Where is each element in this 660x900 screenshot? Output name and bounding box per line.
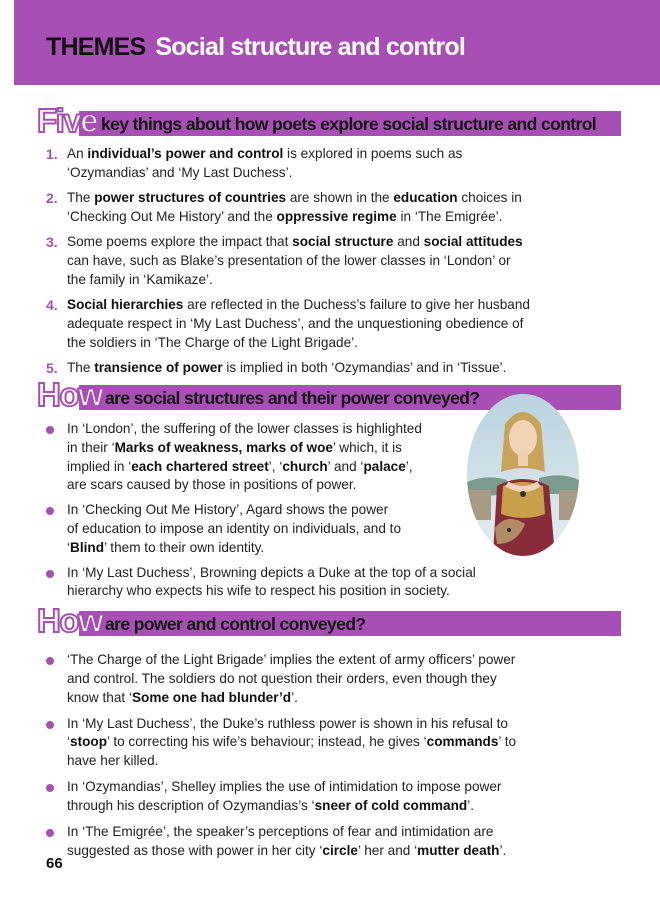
- emphasis-run: stoop: [70, 734, 108, 750]
- text-line: [67, 520, 401, 539]
- text-line: [67, 145, 462, 164]
- emphasis-run: individual’s power and control: [87, 146, 284, 161]
- text-line: [67, 823, 506, 842]
- item-number: 4.: [46, 297, 58, 314]
- emphasis-run: education: [393, 190, 458, 206]
- text-run: adequate respect in ‘My Last Duchess’, and the unquestioning obedience of: [67, 315, 524, 331]
- text-line: [67, 797, 501, 816]
- item-text: [67, 501, 401, 557]
- topic-title: Social structure and control: [155, 33, 465, 61]
- text-run: are reflected in the Duchess’s failure to give her husband: [183, 297, 530, 313]
- text-line: [67, 296, 530, 315]
- page-number: 66: [46, 855, 63, 872]
- emphasis-run: Marks of weakness, marks of woe: [114, 439, 333, 455]
- text-line: [67, 715, 516, 734]
- text-run: The: [67, 360, 95, 375]
- text-run: ’.: [467, 797, 474, 813]
- item-number: 2.: [46, 190, 58, 207]
- text-line: [67, 501, 401, 520]
- themes-kicker: THEMES: [46, 33, 146, 61]
- emphasis-run: transience of power: [94, 360, 223, 375]
- bullet-icon: [46, 507, 54, 515]
- text-run: and control. The soldiers do not question their orders, even though they: [67, 670, 497, 686]
- emphasis-run: social attitudes: [423, 234, 523, 250]
- text-line: [67, 420, 422, 439]
- heading-title: key things about how poets explore social structure and control: [101, 114, 597, 134]
- text-run: In ‘The Emigrée’, the speaker’s perceptions of fear and intimidation are: [67, 824, 494, 839]
- text-run: of education to impose an identity on individuals, and to: [67, 520, 402, 536]
- text-line: [67, 476, 422, 495]
- text-line: [67, 733, 516, 752]
- item-text: [67, 564, 476, 602]
- text-run: the family in ‘Kamikaze’.: [67, 271, 213, 287]
- text-line: [67, 670, 515, 689]
- text-run: ’ which, it is: [332, 439, 402, 455]
- text-line: [67, 334, 530, 353]
- text-run: know that ‘: [67, 689, 132, 705]
- emphasis-run: Social hierarchies: [67, 297, 184, 313]
- text-run: implied in ‘: [67, 458, 132, 474]
- text-run: In ‘London’, the suffering of the lower classes is highlighted: [67, 421, 422, 436]
- item-text: [67, 823, 506, 861]
- emphasis-run: mutter death: [417, 842, 500, 858]
- text-run: are scars caused by those in positions of power.: [67, 477, 357, 493]
- emphasis-run: commands: [426, 734, 499, 750]
- text-line: [67, 539, 401, 558]
- text-run: hierarchy who expects his wife to respect his position in society.: [67, 583, 450, 599]
- item-number: 3.: [46, 234, 58, 251]
- bullet-icon: [46, 784, 54, 792]
- heading-big-word: Five: [37, 102, 98, 139]
- item-number: 1.: [46, 146, 58, 162]
- text-run: ’ to: [498, 734, 517, 750]
- text-run: choices in: [457, 190, 522, 206]
- text-run: In ‘My Last Duchess’, the Duke’s ruthless power is shown in his refusal to: [67, 715, 508, 731]
- text-run: ’.: [291, 689, 298, 705]
- item-text: [67, 296, 530, 352]
- text-run: the soldiers in ‘The Charge of the Light Brigade’.: [67, 334, 358, 350]
- text-run: Some poems explore the impact that: [67, 234, 293, 250]
- item-text: [67, 420, 422, 495]
- heading-title: are social structures and their power conveyed?: [105, 388, 480, 408]
- text-run: In ‘My Last Duchess’, Browning depicts a Duke at the top of a social: [67, 564, 476, 580]
- text-line: [67, 189, 522, 208]
- text-run: ’ and ‘: [327, 458, 364, 474]
- bullet-icon: [46, 829, 54, 837]
- text-run: ’ her and ‘: [357, 842, 418, 858]
- emphasis-run: sneer of cold command: [314, 797, 468, 813]
- emphasis-run: each chartered street: [131, 458, 269, 474]
- text-run: An: [67, 146, 88, 161]
- bullet-icon: [46, 426, 54, 434]
- text-run: in their ‘: [67, 439, 115, 455]
- item-text: [67, 359, 506, 378]
- text-run: ‘Checking Out Me History’ and the: [67, 208, 277, 224]
- item-number: 5.: [46, 360, 58, 376]
- emphasis-run: circle: [322, 842, 358, 858]
- text-line: [67, 164, 462, 183]
- text-run: The: [67, 190, 95, 206]
- emphasis-run: oppressive regime: [276, 208, 397, 224]
- emphasis-run: Some one had blunder’d: [131, 689, 292, 705]
- text-line: [67, 564, 476, 583]
- item-text: [67, 189, 522, 227]
- text-run: ’,: [405, 458, 413, 474]
- bullet-icon: [46, 721, 54, 729]
- text-line: [67, 359, 506, 378]
- item-text: [67, 715, 516, 771]
- text-line: [67, 458, 422, 477]
- text-line: [67, 315, 530, 334]
- text-line: [67, 582, 476, 601]
- text-line: [67, 752, 516, 771]
- text-run: ’ to correcting his wife’s behaviour; instead, he gives ‘: [107, 734, 427, 750]
- item-text: [67, 778, 501, 816]
- text-run: ‘Ozymandias’ and ‘My Last Duchess’.: [67, 164, 293, 180]
- item-text: [67, 233, 523, 289]
- text-run: and: [393, 234, 424, 250]
- text-run: In ‘Checking Out Me History’, Agard shows the power: [67, 502, 389, 518]
- text-line: [67, 778, 501, 797]
- text-line: [67, 252, 523, 271]
- text-run: can have, such as Blake’s presentation of the lower classes in ‘London’ or: [67, 252, 511, 268]
- page-title: [46, 33, 465, 62]
- text-line: [67, 208, 522, 227]
- emphasis-run: church: [282, 458, 328, 474]
- text-run: ‘: [67, 734, 71, 750]
- text-line: [67, 842, 506, 861]
- text-run: in ‘The Emigrée’.: [396, 208, 503, 224]
- portrait-image: [467, 394, 579, 556]
- text-line: [67, 689, 515, 708]
- bullet-icon: [46, 570, 54, 578]
- item-text: [67, 145, 462, 183]
- text-line: [67, 651, 515, 670]
- emphasis-run: Blind: [70, 539, 105, 555]
- heading-big-word: How: [37, 602, 103, 639]
- emphasis-run: social structure: [292, 234, 394, 250]
- heading-title: are power and control conveyed?: [105, 614, 366, 634]
- text-run: ’ them to their own identity.: [104, 539, 265, 555]
- text-run: is explored in poems such as: [283, 146, 463, 161]
- text-run: ‘The Charge of the Light Brigade’ implies the extent of army officers’ power: [67, 652, 516, 667]
- text-run: is implied in both ‘Ozymandias’ and in ‘Tissue’.: [222, 360, 507, 375]
- text-run: ’.: [499, 842, 507, 858]
- text-run: ‘: [67, 539, 71, 555]
- text-run: have her killed.: [67, 753, 159, 769]
- text-run: suggested as those with power in her city ‘: [67, 842, 323, 858]
- text-line: [67, 439, 422, 458]
- bullet-icon: [46, 657, 54, 665]
- text-run: In ‘Ozymandias’, Shelley implies the use of intimidation to impose power: [67, 779, 502, 795]
- heading-big-word: How: [37, 376, 103, 413]
- text-line: [67, 271, 523, 290]
- item-text: [67, 651, 515, 707]
- emphasis-run: palace: [363, 458, 406, 474]
- text-run: are shown in the: [286, 190, 394, 206]
- text-line: [67, 233, 523, 252]
- emphasis-run: power structures of countries: [94, 190, 287, 206]
- text-run: through his description of Ozymandias’s ‘: [67, 797, 315, 813]
- lady-portrait-illustration: [467, 394, 579, 556]
- text-run: ’, ‘: [268, 458, 283, 474]
